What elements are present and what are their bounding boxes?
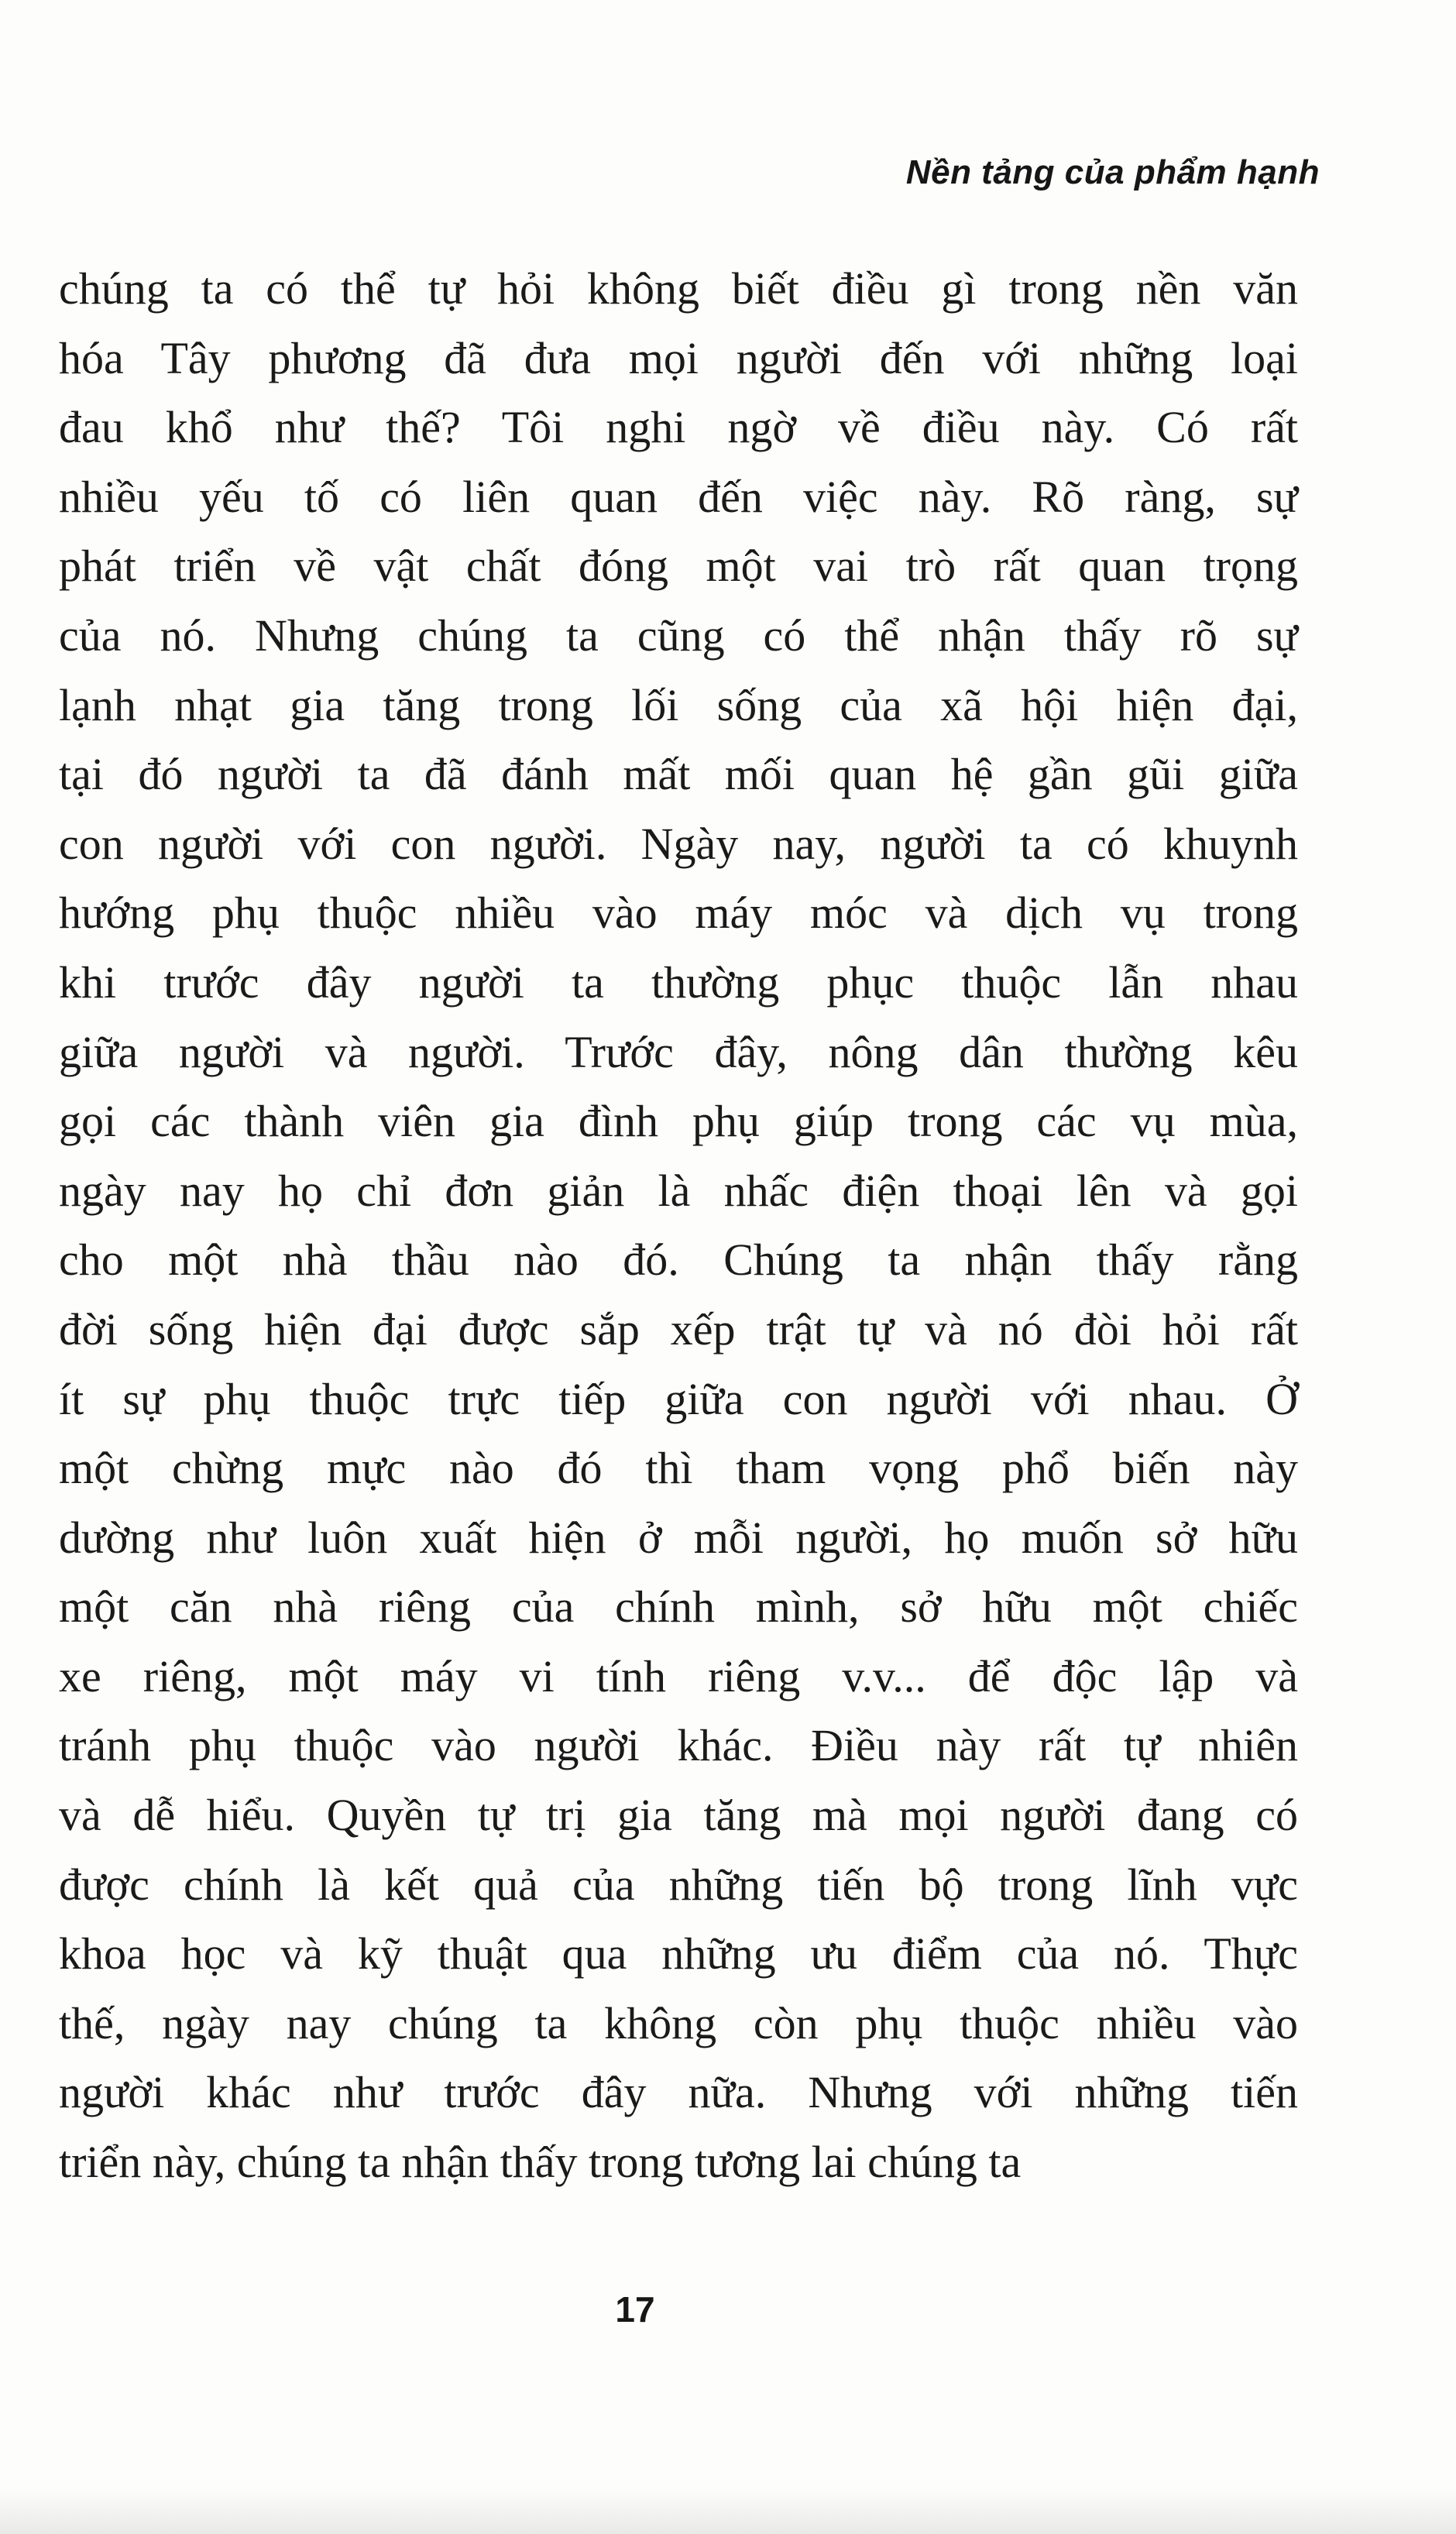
text-line: xe riêng, một máy vi tính riêng v.v... để độc lập và bbox=[59, 1650, 1298, 1701]
text-line: một chừng mực nào đó thì tham vọng phổ biến này bbox=[59, 1443, 1298, 1494]
text-line: tránh phụ thuộc vào người khác. Điều này rất tự nhiên bbox=[59, 1720, 1298, 1771]
page-number: 17 bbox=[615, 2289, 655, 2330]
text-line: và dễ hiểu. Quyền tự trị gia tăng mà mọi người đang có bbox=[59, 1790, 1298, 1841]
page-edge-shadow bbox=[0, 2488, 1456, 2534]
text-line: người khác như trước đây nữa. Nhưng với những tiến bbox=[59, 2067, 1298, 2118]
text-line: đời sống hiện đại được sắp xếp trật tự và nó đòi hỏi rất bbox=[59, 1303, 1298, 1355]
text-line: tại đó người ta đã đánh mất mối quan hệ gần gũi giữa bbox=[59, 749, 1298, 800]
text-line: khi trước đây người ta thường phục thuộc lẫn nhau bbox=[59, 956, 1298, 1008]
text-line: đau khổ như thế? Tôi nghi ngờ về điều này. Có rất bbox=[59, 402, 1298, 453]
text-line: lạnh nhạt gia tăng trong lối sống của xã hội hiện đại, bbox=[59, 679, 1298, 730]
text-line: giữa người và người. Trước đây, nông dân thường kêu bbox=[59, 1026, 1298, 1077]
text-line: hóa Tây phương đã đưa mọi người đến với những loại bbox=[59, 332, 1298, 383]
text-line: gọi các thành viên gia đình phụ giúp trong các vụ mùa, bbox=[59, 1096, 1298, 1147]
text-line: được chính là kết quả của những tiến bộ trong lĩnh vực bbox=[59, 1859, 1298, 1910]
running-header: Nền tảng của phẩm hạnh bbox=[905, 153, 1320, 191]
text-line: dường như luôn xuất hiện ở mỗi người, họ muốn sở hữu bbox=[59, 1512, 1298, 1563]
body-text bbox=[59, 254, 1298, 2197]
text-line: con người với con người. Ngày nay, người ta có khuynh bbox=[59, 818, 1298, 869]
text-line: của nó. Nhưng chúng ta cũng có thể nhận thấy rõ sự bbox=[59, 609, 1298, 661]
text-line: ngày nay họ chỉ đơn giản là nhấc điện thoại lên và gọi bbox=[59, 1165, 1298, 1216]
text-line: khoa học và kỹ thuật qua những ưu điểm của nó. Thực bbox=[59, 1928, 1298, 1979]
text-line: thế, ngày nay chúng ta không còn phụ thuộc nhiều vào bbox=[59, 1997, 1298, 2048]
text-line: cho một nhà thầu nào đó. Chúng ta nhận thấy rằng bbox=[59, 1234, 1298, 1286]
text-line: một căn nhà riêng của chính mình, sở hữu một chiếc bbox=[59, 1581, 1298, 1633]
text-line: hướng phụ thuộc nhiều vào máy móc và dịch vụ trong bbox=[59, 888, 1298, 939]
text-line: chúng ta có thể tự hỏi không biết điều gì trong nền văn bbox=[59, 263, 1298, 314]
text-line: ít sự phụ thuộc trực tiếp giữa con người với nhau. Ở bbox=[59, 1373, 1298, 1424]
text-line: nhiều yếu tố có liên quan đến việc này. Rõ ràng, sự bbox=[59, 471, 1298, 522]
text-line: triển này, chúng ta nhận thấy trong tương lai chúng ta bbox=[59, 2137, 1022, 2188]
text-line: phát triển về vật chất đóng một vai trò rất quan trọng bbox=[59, 541, 1298, 592]
